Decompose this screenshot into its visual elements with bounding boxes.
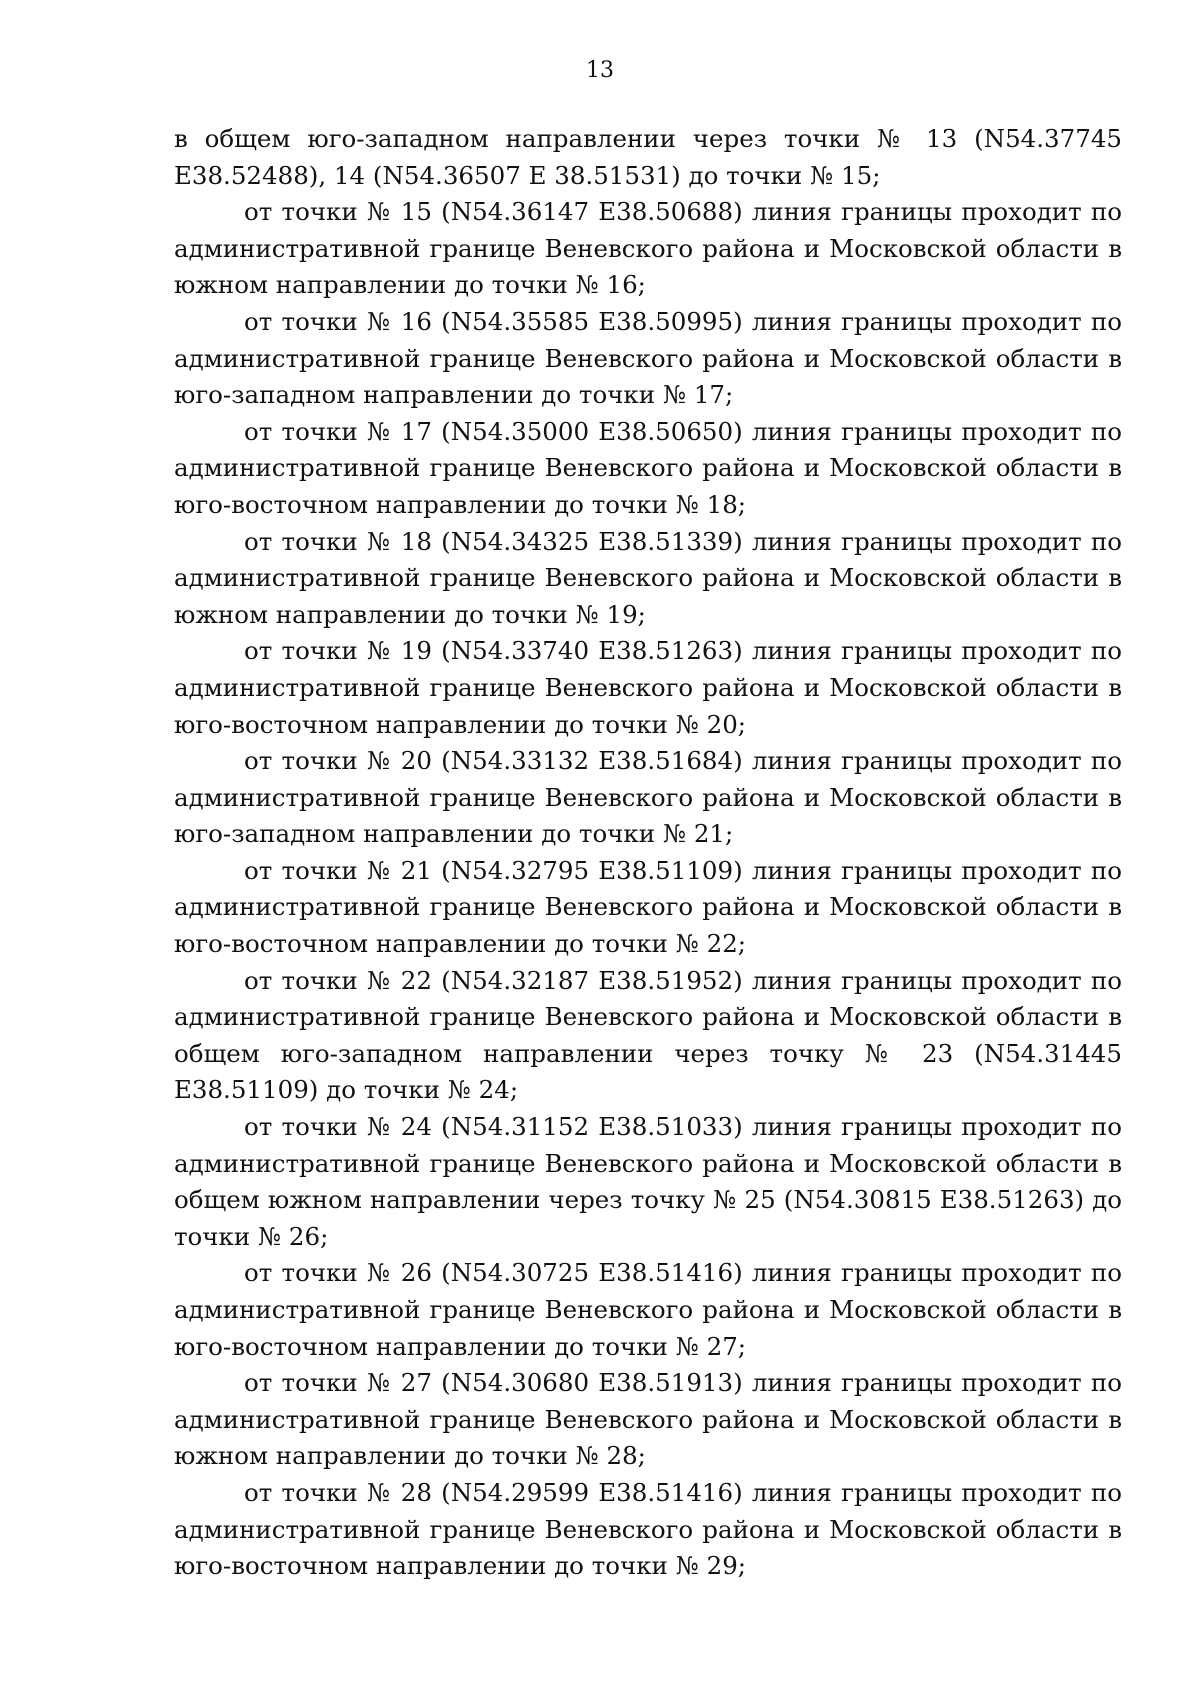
paragraph: от точки № 24 (N54.31152 E38.51033) линия границы проходит по административной границе Веневского района и Московской области в общем южном направлении через точку № 25 (N54.30815 E38.51263) до точки № 26; bbox=[174, 1112, 1122, 1251]
paragraph: от точки № 18 (N54.34325 E38.51339) линия границы проходит по административной границе Веневского района и Московской области в южном направлении до точки № 19; bbox=[174, 526, 1122, 629]
paragraph: от точки № 27 (N54.30680 E38.51913) линия границы проходит по административной границе Веневского района и Московской области в южном направлении до точки № 28; bbox=[174, 1368, 1122, 1471]
paragraph: от точки № 21 (N54.32795 E38.51109) линия границы проходит по административной границе Веневского района и Московской области в юго-восточном направлении до точки № 22; bbox=[174, 855, 1122, 959]
document-body bbox=[174, 121, 1122, 1585]
paragraph: от точки № 17 (N54.35000 E38.50650) линия границы проходит по административной границе Веневского района и Московской области в юго-восточном направлении до точки № 18; bbox=[174, 416, 1122, 519]
paragraph: от точки № 16 (N54.35585 E38.50995) линия границы проходит по административной границе Веневского района и Московской области в юго-западном направлении до точки № 17; bbox=[174, 306, 1122, 410]
paragraph: от точки № 15 (N54.36147 E38.50688) линия границы проходит по административной границе Веневского района и Московской области в южном направлении до точки № 16; bbox=[174, 197, 1122, 300]
paragraph: от точки № 26 (N54.30725 E38.51416) линия границы проходит по административной границе Веневского района и Московской области в юго-восточном направлении до точки № 27; bbox=[174, 1258, 1122, 1361]
paragraph: от точки № 19 (N54.33740 E38.51263) линия границы проходит по административной границе Веневского района и Московской области в юго-восточном направлении до точки № 20; bbox=[174, 636, 1122, 739]
paragraph: в общем юго-западном направлении через точки № 13 (N54.37745 E38.52488), 14 (N54.36507 E 38.51531) до точки № 15; bbox=[174, 124, 1122, 190]
page-number: 13 bbox=[586, 58, 614, 83]
paragraph: от точки № 28 (N54.29599 E38.51416) линия границы проходит по административной границе Веневского района и Московской области в юго-восточном направлении до точки № 29; bbox=[174, 1477, 1122, 1581]
paragraph: от точки № 20 (N54.33132 E38.51684) линия границы проходит по административной границе Веневского района и Московской области в юго-западном направлении до точки № 21; bbox=[174, 746, 1122, 849]
paragraph: от точки № 22 (N54.32187 E38.51952) линия границы проходит по административной границе Веневского района и Московской области в общем юго-западном направлении через точку № 23 (N54.31445 E38.51109) до точки № 24; bbox=[174, 965, 1122, 1105]
